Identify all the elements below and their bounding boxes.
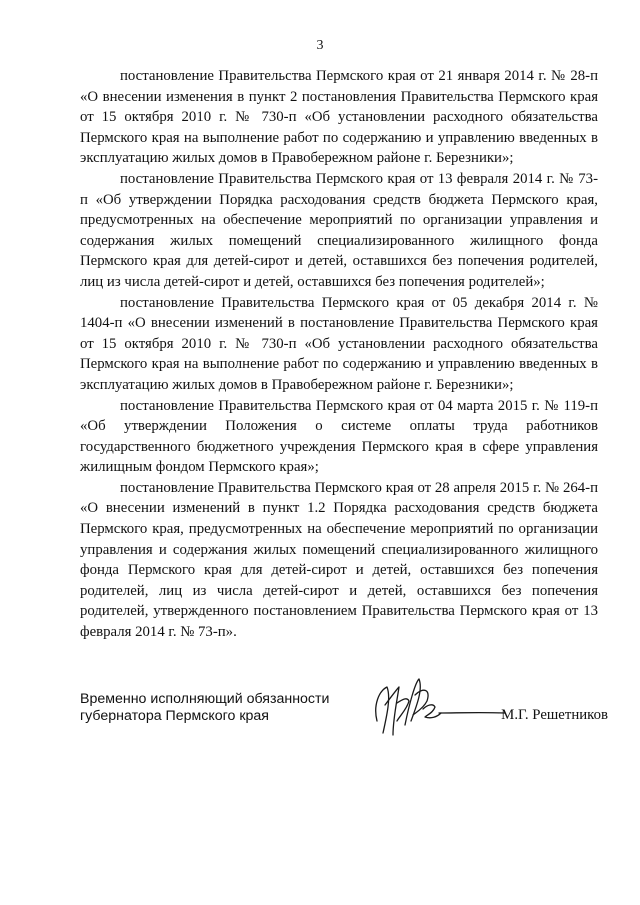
paragraph-resolution-119p: постановление Правительства Пермского края от 04 марта 2015 г. № 119-п «Об утверждении Положения о системе оплаты труда работников государственного бюджетного учреждения Пермского края в сфере управления жилищным фондом Пермского края»;	[80, 397, 598, 476]
document-body	[80, 66, 598, 643]
page-number: 3	[316, 38, 324, 53]
handwritten-signature-icon	[367, 675, 507, 743]
signatory-position-line-1: Временно исполняющий обязанности	[80, 691, 330, 707]
signatory-name: М.Г. Решетников	[501, 707, 608, 723]
paragraph-resolution-264p: постановление Правительства Пермского края от 28 апреля 2015 г. № 264-п «О внесении изменений в пункт 1.2 Порядка расходования средств бюджета Пермского края, предусмотренных на обеспечение мероприятий по организации управления и содержания жилых помещений специализированного жилищного фонда Пермского края для детей-сирот и детей, оставшихся без попечения родителей, лиц из числа детей-сирот и детей, оставшихся без попечения родителей, утвержденного постановлением Правительства Пермского края от 13 февраля 2014 г. № 73-п».	[80, 479, 598, 641]
signatory-position	[80, 691, 329, 724]
paragraph-resolution-1404p: постановление Правительства Пермского края от 05 декабря 2014 г. № 1404-п «О внесении изменений в постановление Правительства Пермского края от 15 октября 2010 г. № 730-п «Об установлении расходного обязательства Пермского края на выполнение работ по содержанию и управлению введенных в эксплуатацию жилых домов в Правобережном районе г. Березники»;	[80, 294, 598, 393]
paragraph-resolution-73p: постановление Правительства Пермского края от 13 февраля 2014 г. № 73-п «Об утверждении Порядка расходования средств бюджета Пермского края, предусмотренных на обеспечение мероприятий по организации управления и содержания жилых помещений специализированного жилищного фонда Пермского края для детей-сирот и детей, оставшихся без попечения родителей, лиц из числа детей-сирот и детей, оставшихся без попечения родителей»;	[80, 170, 598, 290]
signature-block	[80, 685, 610, 745]
signatory-position-line-2: губернатора Пермского края	[80, 707, 269, 724]
paragraph-resolution-28p: постановление Правительства Пермского края от 21 января 2014 г. № 28-п «О внесении изменения в пункт 2 постановления Правительства Пермского края от 15 октября 2010 г. № 730-п «Об установлении расходного обязательства Пермского края на выполнение работ по содержанию и управлению введенных в эксплуатацию жилых домов в Правобережном районе г. Березники»;	[80, 68, 598, 167]
